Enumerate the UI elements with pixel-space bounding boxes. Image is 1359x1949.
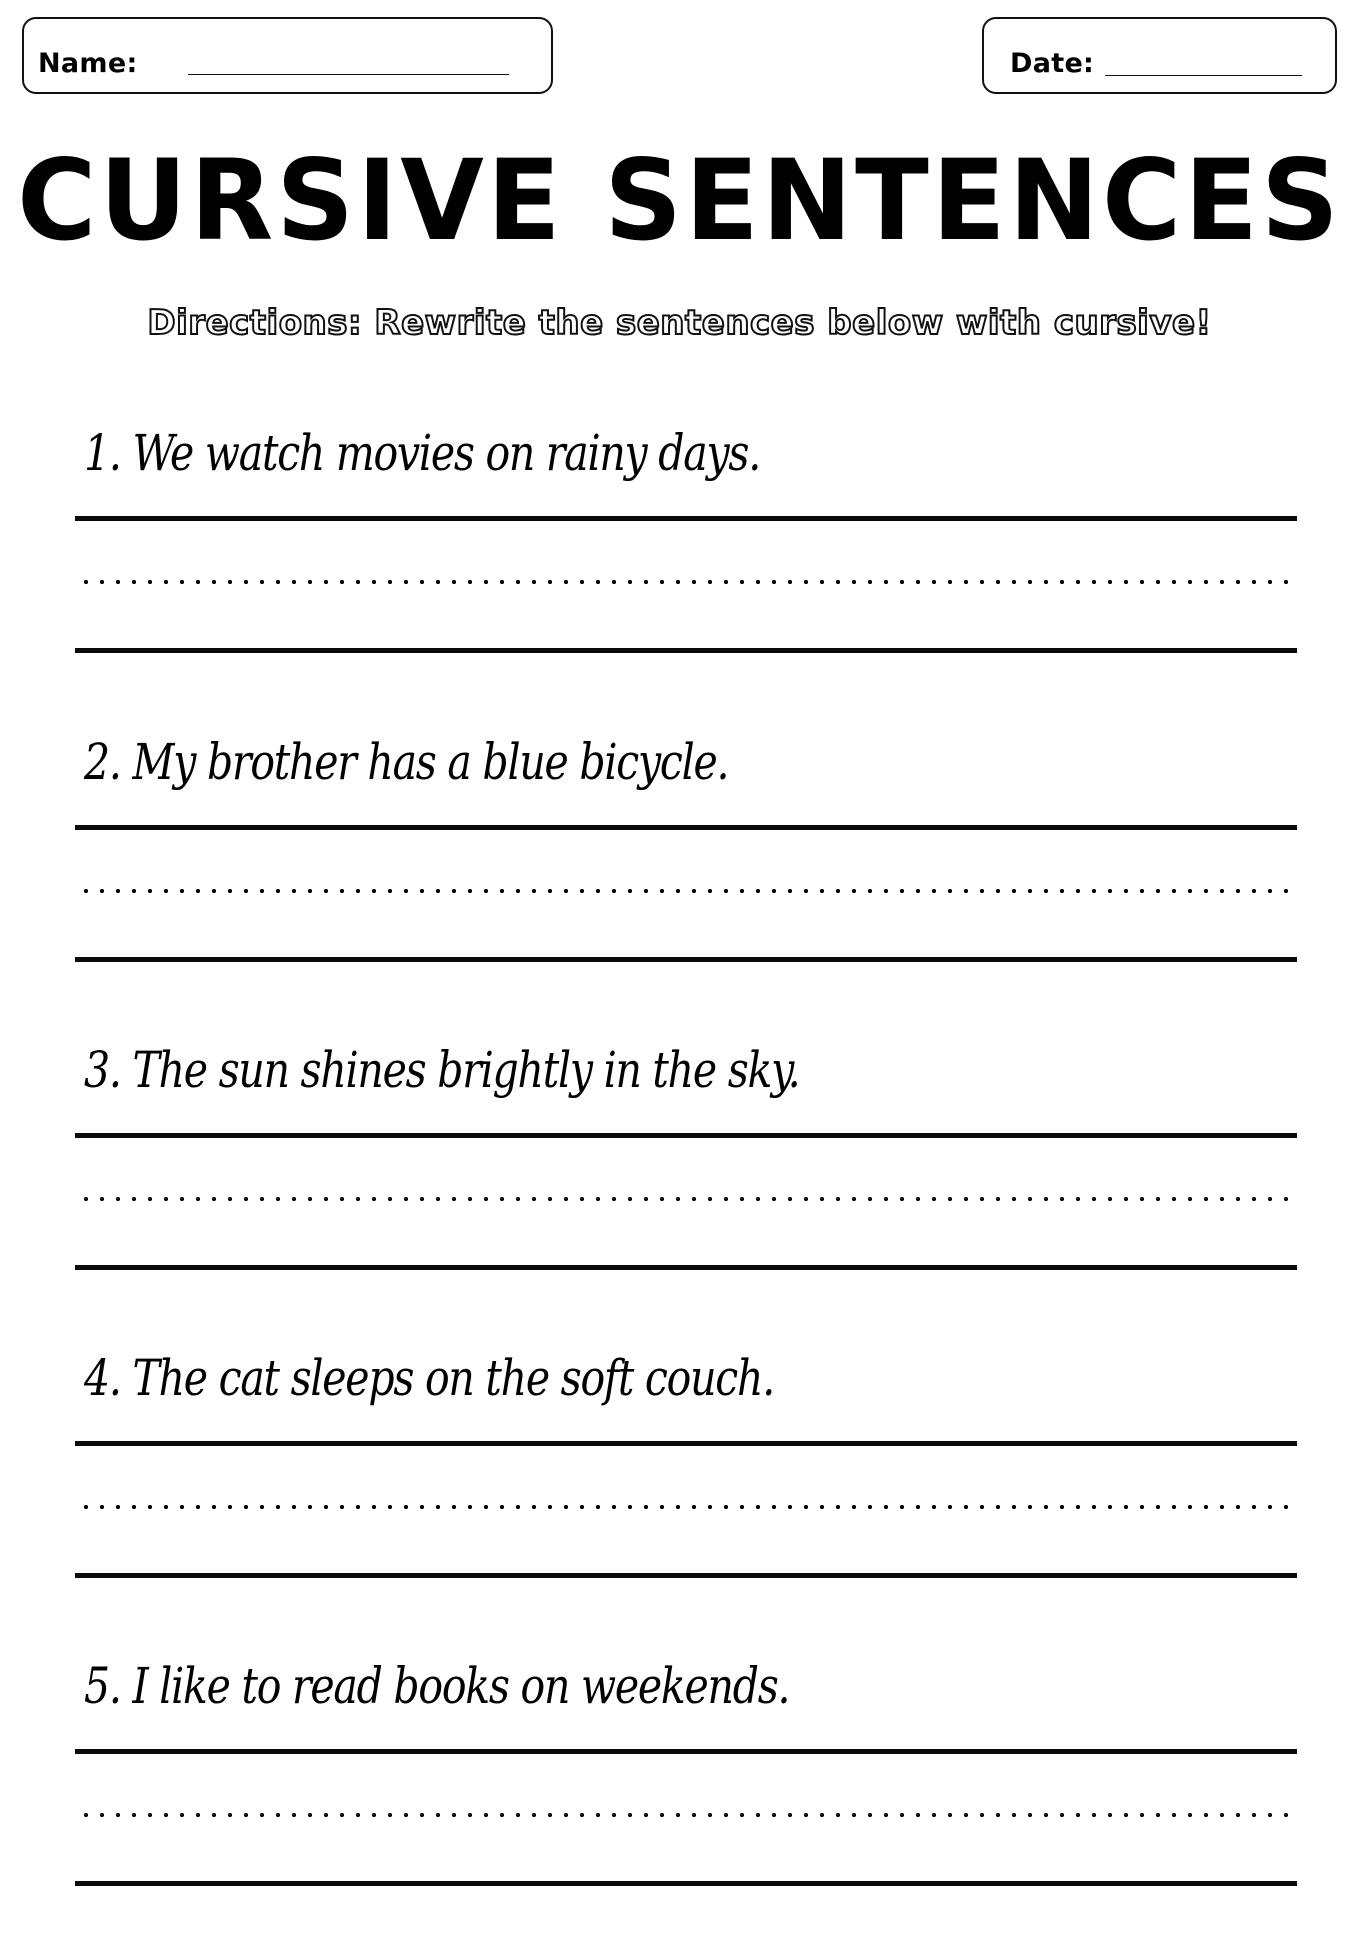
sentence-item-1 (0, 424, 1359, 716)
sentence-item-4 (0, 1349, 1359, 1641)
top-writing-line[interactable] (75, 1441, 1297, 1446)
model-sentence: 2. My brother has a blue bicycle. (84, 733, 729, 791)
model-sentence: 5. I like to read books on weekends. (84, 1657, 790, 1715)
sentence-item-2 (0, 733, 1359, 1025)
baseline-writing-line[interactable] (75, 648, 1297, 653)
top-writing-line[interactable] (75, 1133, 1297, 1138)
model-sentence: 1. We watch movies on rainy days. (84, 424, 761, 482)
baseline-writing-line[interactable] (75, 1881, 1297, 1886)
midline-dotted (78, 889, 1298, 893)
baseline-writing-line[interactable] (75, 1573, 1297, 1578)
midline-dotted (78, 1505, 1298, 1509)
page-title: CURSIVE SENTENCES (17, 137, 1342, 266)
midline-dotted (78, 580, 1298, 584)
midline-dotted (78, 1197, 1298, 1201)
model-sentence: 3. The sun shines brightly in the sky. (84, 1041, 800, 1099)
sentence-item-5 (0, 1657, 1359, 1949)
top-writing-line[interactable] (75, 516, 1297, 521)
baseline-writing-line[interactable] (75, 1265, 1297, 1270)
sentence-item-3 (0, 1041, 1359, 1333)
top-writing-line[interactable] (75, 1749, 1297, 1754)
date-input-line[interactable] (1105, 75, 1302, 76)
baseline-writing-line[interactable] (75, 957, 1297, 962)
top-writing-line[interactable] (75, 825, 1297, 830)
midline-dotted (78, 1813, 1298, 1817)
name-input-line[interactable] (188, 74, 509, 75)
model-sentence: 4. The cat sleeps on the soft couch. (84, 1349, 775, 1407)
date-label: Date: (1010, 48, 1095, 79)
directions-text: Directions: Rewrite the sentences below with cursive! (147, 303, 1212, 343)
name-label: Name: (38, 48, 138, 79)
